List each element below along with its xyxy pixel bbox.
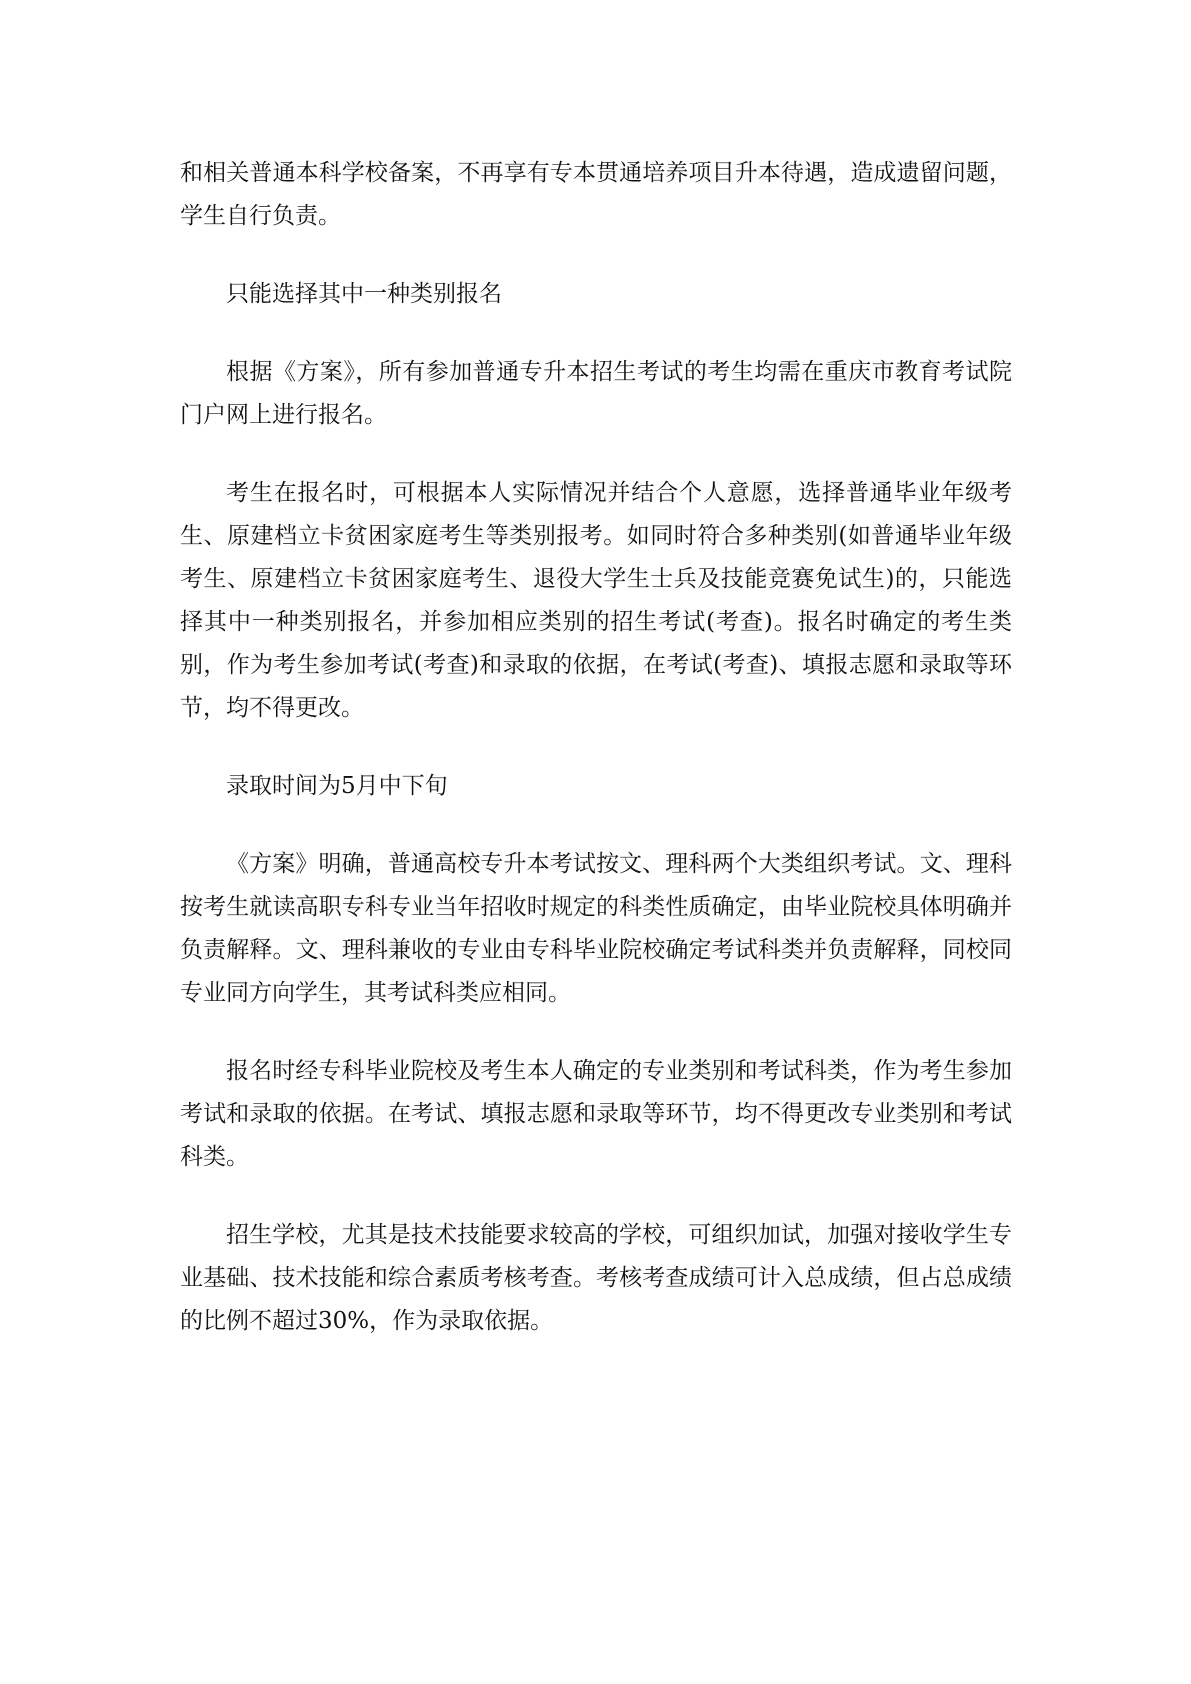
paragraph-candidate-categories: 考生在报名时，可根据本人实际情况并结合个人意愿，选择普通毕业年级考生、原建档立卡贫困家庭考生等类别报考。如同时符合多种类别(如普通毕业年级考生、原建档立卡贫困家庭考生、退役大学生士兵及技能竞赛免试生)的，只能选择其中一种类别报名，并参加相应类别的招生考试(考查)。报名时确定的考生类别，作为考生参加考试(考查)和录取的依据，在考试(考查)、填报志愿和录取等环节，均不得更改。 <box>180 480 1012 721</box>
paragraph-registration-portal: 根据《方案》，所有参加普通专升本招生考试的考生均需在重庆市教育考试院门户网上进行报名。 <box>180 359 1012 428</box>
paragraph-additional-tests: 招生学校，尤其是技术技能要求较高的学校，可组织加试，加强对接收学生专业基础、技术技能和综合素质考核考查。考核考查成绩可计入总成绩，但占总成绩的比例不超过30%，作为录取依据。 <box>180 1222 1012 1334</box>
paragraph-exam-categories: 《方案》明确，普通高校专升本考试按文、理科两个大类组织考试。文、理科按考生就读高职专科专业当年招收时规定的科类性质确定，由毕业院校具体明确并负责解释。文、理科兼收的专业由专科毕业院校确定考试科类并负责解释，同校同专业同方向学生，其考试科类应相同。 <box>180 851 1012 1006</box>
paragraph-major-category: 报名时经专科毕业院校及考生本人确定的专业类别和考试科类，作为考生参加考试和录取的依据。在考试、填报志愿和录取等环节，均不得更改专业类别和考试科类。 <box>180 1058 1012 1170</box>
section-heading-registration-category: 只能选择其中一种类别报名 <box>226 281 502 307</box>
document-body <box>180 152 1012 1378</box>
paragraph-continuation: 和相关普通本科学校备案，不再享有专本贯通培养项目升本待遇，造成遗留问题，学生自行负责。 <box>180 160 1012 229</box>
section-heading-admission-time: 录取时间为5月中下旬 <box>226 773 448 799</box>
